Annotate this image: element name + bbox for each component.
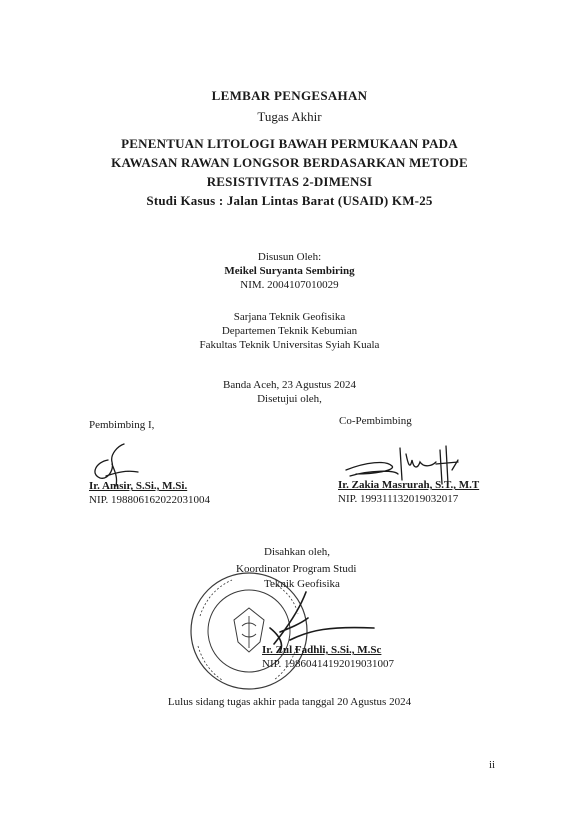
- page-subheading: Tugas Akhir: [257, 109, 322, 124]
- author-nim: NIM. 2004107010029: [240, 279, 339, 291]
- page-heading: LEMBAR PENGESAHAN: [211, 88, 368, 103]
- supervisor-1-role: Pembimbing I,: [89, 419, 155, 431]
- case-study: Studi Kasus : Jalan Lintas Barat (USAID) KM-25: [146, 193, 433, 208]
- supervisor-1-nip: NIP. 198806162022031004: [89, 494, 211, 506]
- thesis-title-line-2: KAWASAN RAWAN LONGSOR BERDASARKAN METODE: [111, 155, 468, 170]
- coordinator-nip: NIP. 19860414192019031007: [262, 658, 395, 670]
- faculty: Fakultas Teknik Universitas Syiah Kuala: [199, 339, 380, 351]
- department: Departemen Teknik Kebumian: [221, 325, 358, 337]
- author-name: Meikel Suryanta Sembiring: [224, 265, 355, 277]
- study-program: Sarjana Teknik Geofisika: [233, 311, 346, 323]
- coordinator-name: Ir. Zul Fadhli, S.Si., M.Sc: [262, 644, 382, 656]
- co-supervisor-name: Ir. Zakia Masrurah, S.T., M.T: [338, 479, 480, 491]
- ratified-by: Disahkan oleh,: [264, 546, 330, 558]
- coordinator-role-line-1: Koordinator Program Studi: [236, 563, 357, 575]
- page-number: ii: [489, 759, 496, 771]
- coordinator-role-line-2: Teknik Geofisika: [264, 578, 340, 590]
- co-supervisor-role: Co-Pembimbing: [339, 415, 412, 427]
- place-date: Banda Aceh, 23 Agustus 2024: [223, 379, 356, 391]
- graduation-date: Lulus sidang tugas akhir pada tanggal 20 Agustus 2024: [167, 696, 412, 708]
- co-supervisor-nip: NIP. 199311132019032017: [338, 493, 459, 505]
- author-label: Disusun Oleh:: [257, 251, 322, 263]
- thesis-title-line-3: RESISTIVITAS 2-DIMENSI: [206, 174, 373, 189]
- approved-by: Disetujui oleh,: [257, 393, 322, 405]
- supervisor-1-name: Ir. Amsir, S.Si., M.Si.: [89, 480, 188, 492]
- thesis-title-line-1: PENENTUAN LITOLOGI BAWAH PERMUKAAN PADA: [121, 136, 458, 151]
